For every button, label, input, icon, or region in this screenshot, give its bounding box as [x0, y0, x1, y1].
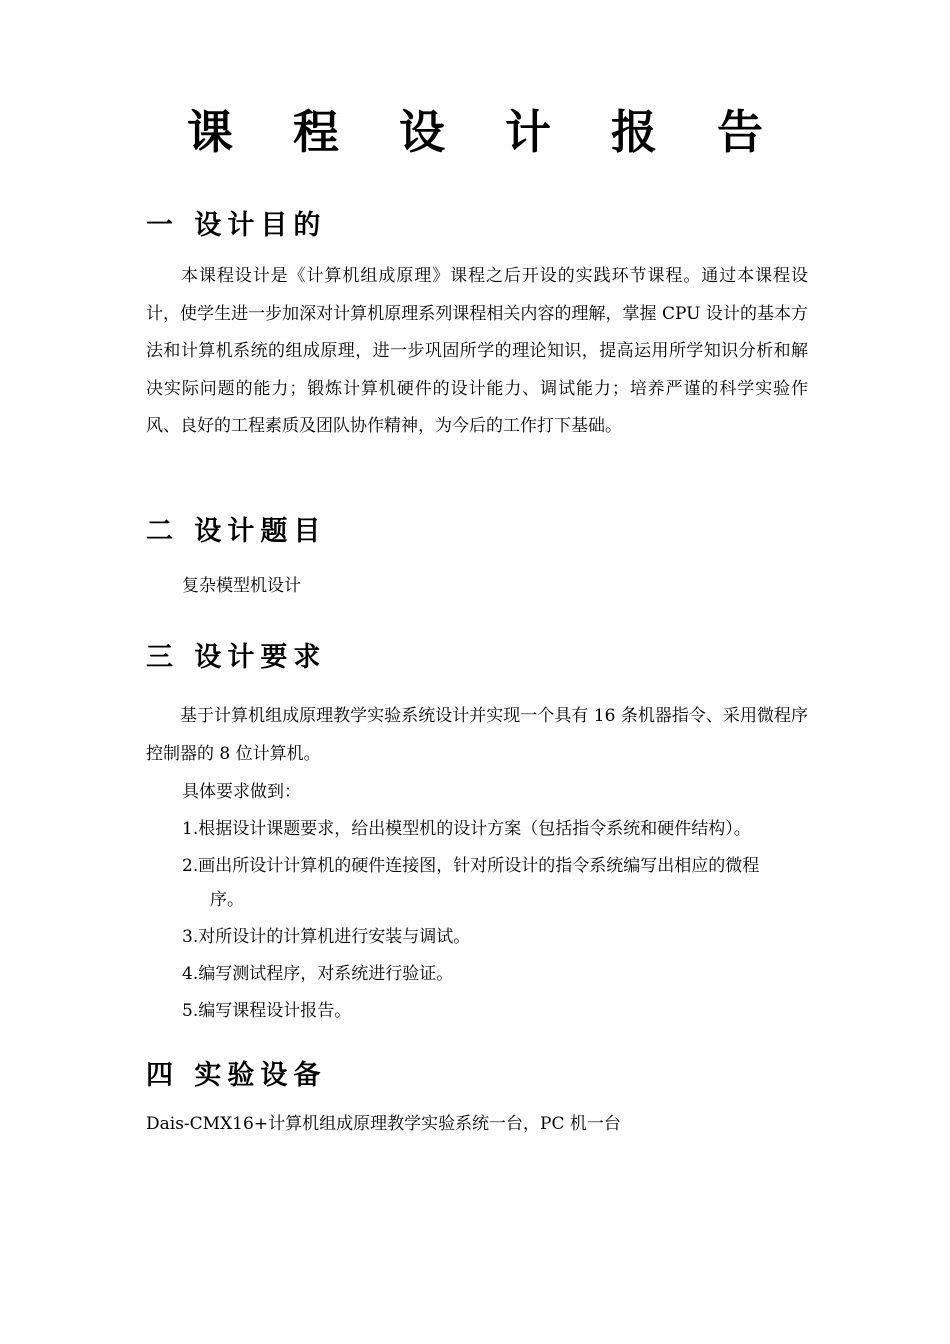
section-1-body — [146, 258, 808, 446]
section-2-heading: 二 设计题目 — [146, 516, 327, 547]
section-1-body-text: 本课程设计是《计算机组成原理》课程之后开设的实践环节课程。通过本课程设计，使学生进一步加深对计算机原理系列课程相关内容的理解，掌握 CPU 设计的基本方法和计算机系统的组成原理，进一步巩固所学的理论知识，提高运用所学知识分析和解决实际问题的能力；锻炼计算机硬件的设计能力、调试能力；培养严谨的科学实验作风、良好的工程素质及团队协作精神，为今后的工作打下基础。 — [146, 266, 808, 436]
section-1-heading: 一 设计目的 — [146, 210, 327, 241]
section-3-intro-text: 基于计算机组成原理教学实验系统设计并实现一个具有 16 条机器指令、采用微程序控制器的 8 位计算机。 — [146, 706, 808, 764]
list-item: 4.编写测试程序，对系统进行验证。 — [182, 964, 454, 984]
section-3-intro — [146, 698, 808, 773]
page-title: 课 程 设 计 报 告 — [186, 105, 786, 159]
section-4-body: Dais-CMX16+计算机组成原理教学实验系统一台，PC 机一台 — [146, 1114, 621, 1134]
requirements-list — [182, 812, 782, 1031]
section-4-heading: 四 实验设备 — [146, 1060, 327, 1091]
section-3-subhead: 具体要求做到： — [182, 782, 301, 802]
list-item: 2.画出所设计计算机的硬件连接图，针对所设计的指令系统编写出相应的微程序。 — [182, 856, 760, 910]
list-item: 1.根据设计课题要求，给出模型机的设计方案（包括指令系统和硬件结构）。 — [182, 819, 751, 839]
list-item: 3.对所设计的计算机进行安装与调试。 — [182, 927, 471, 947]
section-3-heading: 三 设计要求 — [146, 642, 327, 673]
list-item: 5.编写课程设计报告。 — [182, 1001, 352, 1021]
section-2-body: 复杂模型机设计 — [182, 576, 301, 596]
